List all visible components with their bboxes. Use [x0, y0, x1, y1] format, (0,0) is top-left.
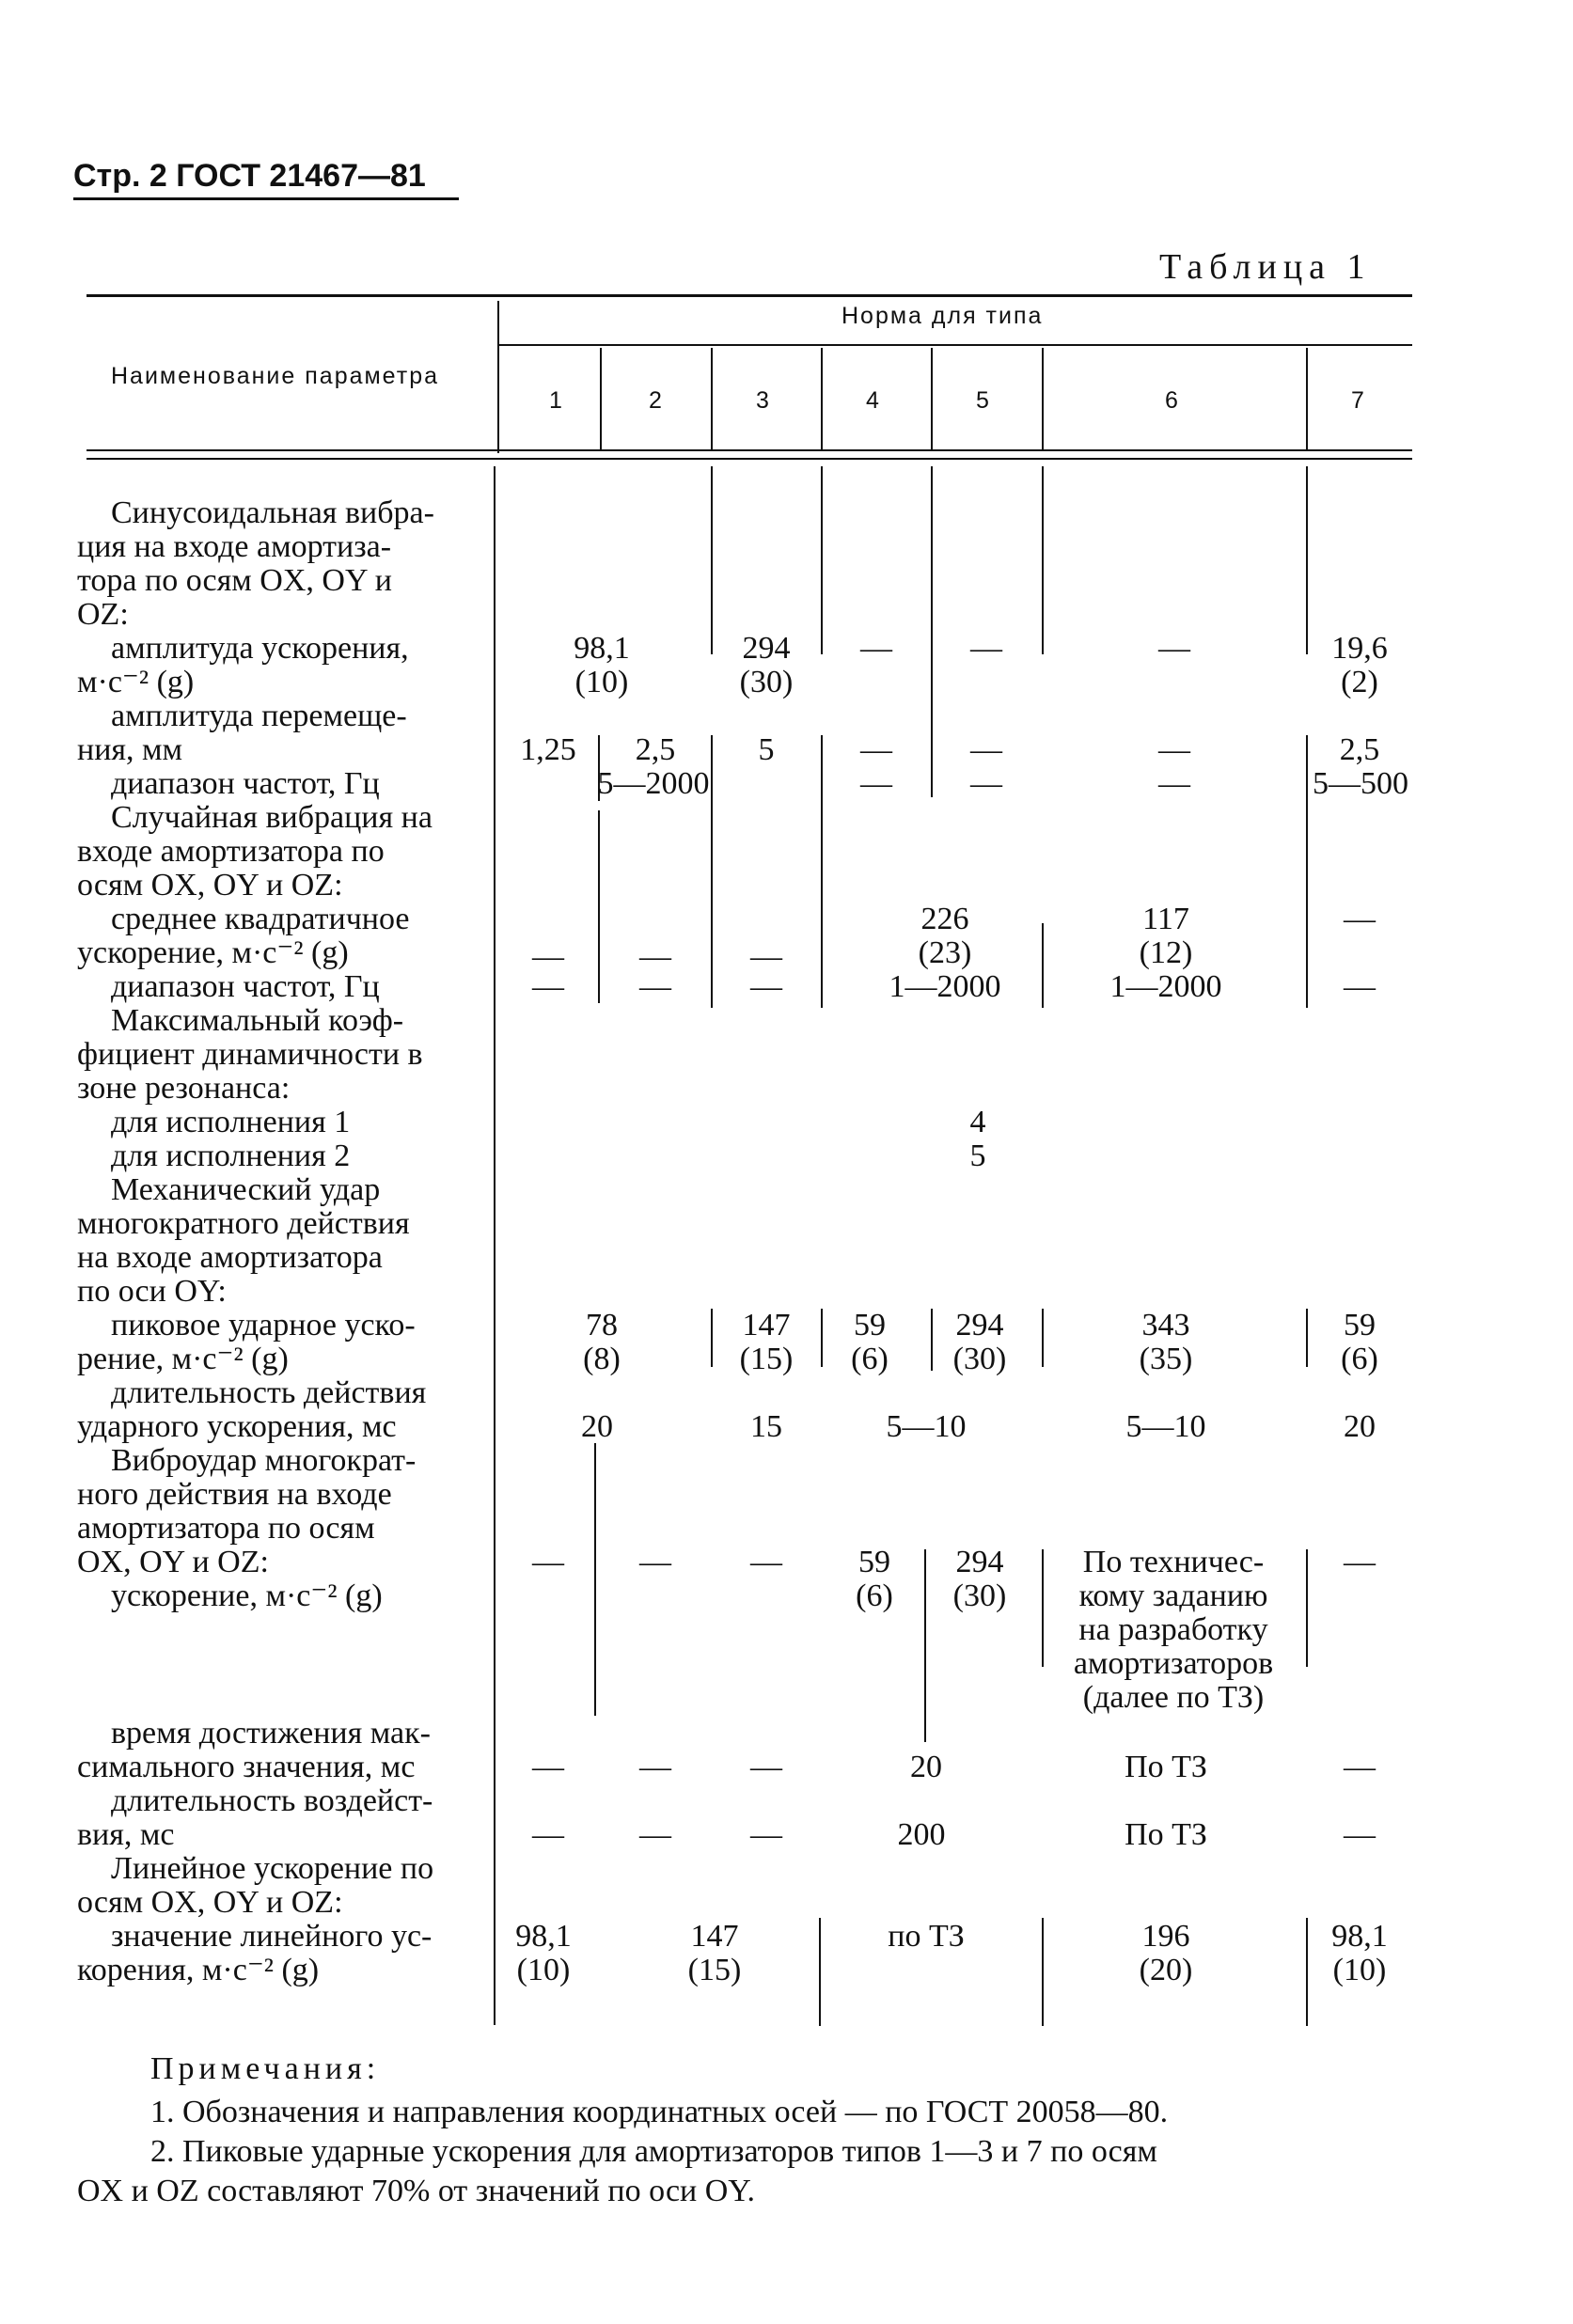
body-vline-7-sine — [1306, 466, 1308, 654]
body-vline-6-sine — [1042, 466, 1044, 654]
param-vib-title-2: ного действия на входе — [77, 1477, 392, 1512]
val-sine-accel-4: — — [860, 631, 892, 666]
val-lin-6: 196 (20) — [1139, 1919, 1193, 1987]
param-vib-rise-2: симального значения, мс — [77, 1750, 416, 1784]
val-sine-disp-1: 1,25 — [520, 732, 576, 767]
type-col-5: 5 — [976, 387, 989, 414]
val-rand-rms-2: — — [639, 939, 671, 974]
val-shock-peak-5: 294 (30) — [952, 1308, 1007, 1376]
note-1: 1. Обозначения и направления координатных осей — по ГОСТ 20058—80. — [150, 2095, 1169, 2129]
param-lin-val-2: корения, м·с⁻² (g) — [77, 1953, 320, 1987]
body-vline-4-sine — [821, 466, 823, 654]
val-shock-dur-7: 20 — [1344, 1409, 1376, 1444]
param-column-header: Наименование параметра — [111, 363, 440, 389]
val-sine-disp-4: — — [860, 732, 892, 767]
val-vib-accel-6: По техничес- кому заданию на разработку амортизаторов (далее по ТЗ) — [1073, 1545, 1274, 1715]
val-rand-rms-3: — — [750, 939, 782, 974]
val-rand-rms-6: 117 (12) — [1139, 902, 1193, 970]
header-underline — [73, 197, 459, 200]
header-vline-5 — [1042, 348, 1044, 451]
param-lin-title-1: Линейное ускорение по — [111, 1851, 434, 1886]
val-vib-rise-1: — — [532, 1750, 564, 1784]
header-bottom-rule-1 — [87, 449, 1412, 451]
val-rand-freq-1: — — [532, 969, 564, 1004]
body-vline-vib-45 — [924, 1549, 926, 1742]
val-vib-dur-7: — — [1344, 1817, 1376, 1852]
val-shock-dur-3: 15 — [750, 1409, 782, 1444]
val-vib-rise-7: — — [1344, 1750, 1376, 1784]
header-vline-6 — [1306, 348, 1308, 451]
val-sine-accel-3: 294 (30) — [739, 631, 794, 699]
val-shock-peak-12: 78 (8) — [583, 1308, 621, 1376]
val-lin-1: 98,1 (10) — [515, 1919, 572, 1987]
note-2-line-2: OX и OZ составляют 70% от значений по оси OY. — [77, 2174, 755, 2208]
param-shock-peak-2: рение, м·с⁻² (g) — [77, 1342, 289, 1376]
val-vib-rise-45: 20 — [910, 1750, 942, 1784]
val-dyn-v1: 4 — [969, 1105, 986, 1139]
val-vib-dur-45: 200 — [897, 1817, 946, 1852]
standard-number: ГОСТ 21467—81 — [176, 158, 426, 194]
val-vib-rise-2: — — [639, 1750, 671, 1784]
param-vib-title-1: Виброудар многократ- — [111, 1443, 417, 1478]
val-rand-freq-6: 1—2000 — [1109, 969, 1222, 1004]
val-sine-accel-6: — — [1158, 631, 1190, 666]
param-dyn-title-1: Максимальный коэф- — [111, 1003, 404, 1038]
val-vib-rise-6: По ТЗ — [1125, 1750, 1207, 1784]
param-rand-rms-2: ускорение, м·с⁻² (g) — [77, 935, 349, 970]
val-vib-dur-1: — — [532, 1817, 564, 1852]
param-sine-disp-2: ния, мм — [77, 732, 183, 767]
val-shock-dur-6: 5—10 — [1125, 1409, 1206, 1444]
param-vib-accel: ускорение, м·с⁻² (g) — [111, 1578, 383, 1613]
val-vib-accel-5: 294 (30) — [952, 1545, 1007, 1613]
val-rand-rms-7: — — [1344, 902, 1376, 936]
param-shock-title-3: на входе амортизатора — [77, 1240, 383, 1275]
val-vib-accel-3: — — [750, 1545, 782, 1579]
type-col-1: 1 — [549, 387, 562, 414]
param-lin-val-1: значение линейного ус- — [111, 1919, 433, 1954]
notes-title: Примечания: — [150, 2051, 381, 2086]
val-sine-freq-7: 5—500 — [1313, 766, 1408, 801]
val-lin-23: 147 (15) — [687, 1919, 742, 1987]
param-vib-title-3: амортизатора по осям — [77, 1511, 375, 1546]
body-vline-shock-12-down — [594, 1443, 596, 1716]
val-vib-dur-3: — — [750, 1817, 782, 1852]
type-col-7: 7 — [1351, 387, 1364, 414]
val-shock-peak-7: 59 (6) — [1341, 1308, 1378, 1376]
param-shock-peak-1: пиковое ударное уско- — [111, 1308, 416, 1343]
param-shock-title-2: многократного действия — [77, 1206, 410, 1241]
param-vib-dur-2: вия, мс — [77, 1817, 175, 1852]
header-vline-4 — [931, 348, 933, 451]
val-sine-freq-6: — — [1158, 766, 1190, 801]
type-col-6: 6 — [1165, 387, 1178, 414]
val-rand-freq-2: — — [639, 969, 671, 1004]
param-rand-title-1: Случайная вибрация на — [111, 800, 433, 835]
body-vline-param — [494, 466, 495, 2025]
type-col-2: 2 — [649, 387, 662, 414]
param-sine-title-1: Синусоидальная вибра- — [111, 495, 434, 530]
val-vib-accel-2: — — [639, 1545, 671, 1579]
header-vline-2 — [711, 348, 713, 451]
val-vib-accel-7: — — [1344, 1545, 1376, 1579]
body-vline-3-sine — [711, 466, 713, 654]
val-sine-disp-5: — — [970, 732, 1002, 767]
val-sine-disp-7: 2,5 — [1339, 732, 1380, 767]
val-sine-accel-7: 19,6 (2) — [1331, 631, 1388, 699]
param-shock-dur-1: длительность действия — [111, 1375, 427, 1410]
val-sine-freq-5: — — [970, 766, 1002, 801]
param-rand-title-2: входе амортизатора по — [77, 834, 385, 869]
val-sine-disp-6: — — [1158, 732, 1190, 767]
val-sine-freq-4: — — [860, 766, 892, 801]
body-vline-2-rand — [598, 810, 600, 1003]
val-shock-dur-12: 20 — [581, 1409, 613, 1444]
type-col-4: 4 — [866, 387, 879, 414]
param-sine-accel-1: амплитуда ускорения, — [111, 631, 409, 666]
type-col-3: 3 — [756, 387, 769, 414]
page-header — [73, 158, 426, 195]
param-shock-title-4: по оси OY: — [77, 1274, 227, 1309]
val-sine-accel-12: 98,1 (10) — [574, 631, 630, 699]
val-sine-disp-3: 5 — [758, 732, 775, 767]
param-shock-title-1: Механический удар — [111, 1172, 381, 1207]
param-rand-freq: диапазон частот, Гц — [111, 969, 380, 1004]
param-shock-dur-2: ударного ускорения, мс — [77, 1409, 397, 1444]
val-sine-freq-123: 5—2000 — [597, 766, 710, 801]
val-shock-peak-3: 147 (15) — [739, 1308, 794, 1376]
body-vline-4-shock — [821, 1309, 823, 1367]
val-rand-rms-1: — — [532, 939, 564, 974]
param-sine-disp-1: амплитуда перемеще- — [111, 699, 407, 733]
body-vline-lin-4 — [819, 1918, 821, 2026]
param-dyn-v1: для исполнения 1 — [111, 1105, 351, 1139]
param-rand-title-3: осям OX, OY и OZ: — [77, 868, 343, 903]
param-sine-title-3: тора по осям OX, OY и — [77, 563, 392, 598]
param-vib-dur-1: длительность воздейст- — [111, 1783, 433, 1818]
val-lin-45: по ТЗ — [888, 1919, 965, 1954]
val-sine-accel-5: — — [970, 631, 1002, 666]
val-rand-freq-7: — — [1344, 969, 1376, 1004]
param-dyn-v2: для исполнения 2 — [111, 1138, 351, 1173]
header-vline-1 — [600, 348, 602, 451]
val-dyn-v2: 5 — [969, 1138, 986, 1173]
val-vib-accel-4: 59 (6) — [856, 1545, 893, 1613]
param-vib-title-4: OX, OY и OZ: — [77, 1545, 269, 1579]
norm-header: Норма для типа — [842, 303, 1044, 329]
norm-header-rule — [498, 344, 1412, 346]
val-vib-rise-3: — — [750, 1750, 782, 1784]
val-shock-dur-45: 5—10 — [886, 1409, 967, 1444]
table-top-rule — [87, 294, 1412, 297]
val-vib-dur-6: По ТЗ — [1125, 1817, 1207, 1852]
note-2-line-1: 2. Пиковые ударные ускорения для амортизаторов типов 1—3 и 7 по осям — [150, 2134, 1157, 2169]
val-vib-dur-2: — — [639, 1817, 671, 1852]
param-sine-accel-2: м·с⁻² (g) — [77, 665, 195, 699]
val-rand-rms-45: 226 (23) — [918, 902, 972, 970]
val-rand-freq-3: — — [750, 969, 782, 1004]
param-lin-title-2: осям OX, OY и OZ: — [77, 1885, 343, 1920]
val-shock-peak-4: 59 (6) — [851, 1308, 889, 1376]
table-caption: Таблица 1 — [1159, 247, 1372, 287]
body-vline-6-shock — [1042, 1309, 1044, 1367]
header-vline-param — [497, 301, 499, 453]
param-rand-rms-1: среднее квадратичное — [111, 902, 410, 936]
header-bottom-rule-2 — [87, 458, 1412, 460]
val-rand-freq-45: 1—2000 — [889, 969, 1001, 1004]
param-sine-title-2: ция на входе амортиза- — [77, 529, 392, 564]
val-vib-accel-1: — — [532, 1545, 564, 1579]
body-vline-lin-6 — [1042, 1918, 1044, 2026]
param-vib-rise-1: время достижения мак- — [111, 1716, 431, 1751]
val-shock-peak-6: 343 (35) — [1139, 1308, 1193, 1376]
param-sine-title-4: OZ: — [77, 597, 129, 632]
param-dyn-title-2: фициент динамичности в — [77, 1037, 423, 1072]
param-sine-freq: диапазон частот, Гц — [111, 766, 380, 801]
header-vline-3 — [821, 348, 823, 451]
val-sine-disp-2: 2,5 — [635, 732, 676, 767]
val-lin-7: 98,1 (10) — [1331, 1919, 1388, 1987]
page-number: Стр. 2 — [73, 158, 167, 194]
param-dyn-title-3: зоне резонанса: — [77, 1071, 291, 1106]
